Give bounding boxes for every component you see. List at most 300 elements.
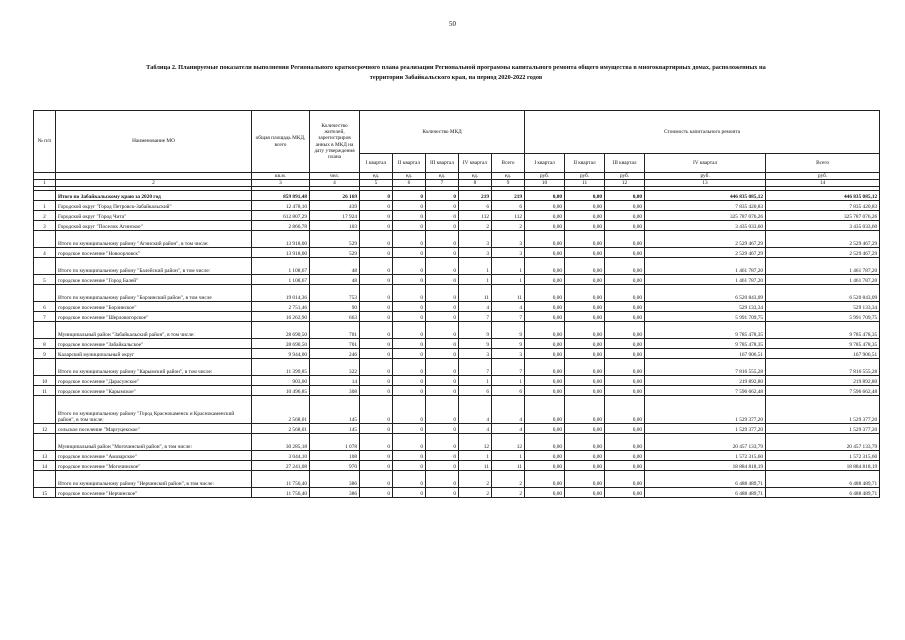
cell-c3: 0,00 <box>605 275 645 285</box>
cell-c1: 0,00 <box>525 211 565 221</box>
cell-m2: 0 <box>393 471 426 488</box>
cell-m3: 0 <box>426 322 459 339</box>
cell-area: 859 891,48 <box>252 191 310 201</box>
cell-m1: 0 <box>360 451 393 461</box>
cell-m4: 2 <box>459 221 492 231</box>
table-row <box>34 349 880 359</box>
cell-mt: 219 <box>492 191 525 201</box>
header-name: Наименование МО <box>56 111 252 173</box>
cell-num <box>34 322 56 339</box>
cell-area: 11 756,40 <box>252 471 310 488</box>
cell-c3: 0,00 <box>605 451 645 461</box>
cell-m3: 0 <box>426 434 459 451</box>
cell-res: 322 <box>310 359 360 376</box>
cell-res: 1 078 <box>310 434 360 451</box>
cell-m4: 1 <box>459 275 492 285</box>
cell-c1: 0,00 <box>525 201 565 211</box>
table-row <box>34 312 880 322</box>
cell-m1: 0 <box>360 248 393 258</box>
cell-c3: 0,00 <box>605 211 645 221</box>
cell-m3: 0 <box>426 231 459 248</box>
cell-m1: 0 <box>360 359 393 376</box>
cell-c3: 0,00 <box>605 434 645 451</box>
cell-m2: 0 <box>393 258 426 275</box>
table-row <box>34 201 880 211</box>
cell-res: 753 <box>310 285 360 302</box>
cell-m4: 112 <box>459 211 492 221</box>
cell-c4: 9 785 478,35 <box>645 339 766 349</box>
table-row <box>34 424 880 434</box>
cell-ct: 9 785 478,35 <box>766 322 880 339</box>
cell-c4: 167 906,51 <box>645 349 766 359</box>
cell-name: Городской округ "Город Петровск-Забайкальский" <box>56 201 252 211</box>
cell-res: 103 <box>310 221 360 231</box>
cell-m1: 0 <box>360 376 393 386</box>
cell-mt: 1 <box>492 275 525 285</box>
cell-area: 11 399,85 <box>252 359 310 376</box>
cell-m2: 0 <box>393 201 426 211</box>
cell-mt: 11 <box>492 285 525 302</box>
cell-mt: 3 <box>492 231 525 248</box>
cell-c1: 0,00 <box>525 322 565 339</box>
cell-num: 7 <box>34 312 56 322</box>
cell-area: 13 918,00 <box>252 231 310 248</box>
cell-m2: 0 <box>393 488 426 498</box>
cell-area: 28 690,50 <box>252 339 310 349</box>
cell-c2: 0,00 <box>565 258 605 275</box>
cell-m3: 0 <box>426 285 459 302</box>
cell-res: 48 <box>310 275 360 285</box>
cell-c3: 0,00 <box>605 285 645 302</box>
cell-c4: 20 457 133,79 <box>645 434 766 451</box>
cell-m3: 0 <box>426 451 459 461</box>
cell-m4: 1 <box>459 258 492 275</box>
cell-m2: 0 <box>393 349 426 359</box>
cell-c4: 3 435 033,60 <box>645 221 766 231</box>
cell-m2: 0 <box>393 248 426 258</box>
cell-num: 2 <box>34 211 56 221</box>
cell-c3: 0,00 <box>605 231 645 248</box>
cell-m1: 0 <box>360 488 393 498</box>
cell-m3: 0 <box>426 461 459 471</box>
cell-ct: 325 787 076,26 <box>766 211 880 221</box>
cell-c1: 0,00 <box>525 386 565 396</box>
cell-c1: 0,00 <box>525 349 565 359</box>
cell-m1: 0 <box>360 322 393 339</box>
cell-area: 11 756,40 <box>252 488 310 498</box>
cell-num: 8 <box>34 339 56 349</box>
cell-m1: 0 <box>360 339 393 349</box>
cell-m2: 0 <box>393 386 426 396</box>
cell-ct: 2 529 467,29 <box>766 231 880 248</box>
cell-c4: 6 520 843,09 <box>645 285 766 302</box>
cell-c1: 0,00 <box>525 258 565 275</box>
cell-res: 701 <box>310 339 360 349</box>
table-title-line: Таблица 2. Планируемые показатели выполнения Регионального краткосрочного плана реализации Региональной программы капитального ремонта общего имущества в многоквартирных домах, расположенных на <box>146 64 766 71</box>
subtotal-row <box>34 322 880 339</box>
cell-c1: 0,00 <box>525 359 565 376</box>
table-title-line: территории Забайкальского края, на период 2020-2022 годов <box>369 74 543 81</box>
cell-c2: 0,00 <box>565 424 605 434</box>
header-cost-q4: IV квартал <box>645 154 766 173</box>
cell-num <box>34 359 56 376</box>
cell-m3: 0 <box>426 424 459 434</box>
column-number: 2 <box>56 180 252 187</box>
cell-ct: 18 884 818,19 <box>766 461 880 471</box>
unit-cell: руб. <box>766 173 880 180</box>
cell-area: 2 568,01 <box>252 424 310 434</box>
cell-m1: 0 <box>360 461 393 471</box>
cell-num <box>34 471 56 488</box>
cell-c2: 0,00 <box>565 349 605 359</box>
cell-c3: 0,00 <box>605 322 645 339</box>
cell-res: 26 169 <box>310 191 360 201</box>
cell-name: городское поселение "Могочинское" <box>56 461 252 471</box>
capital-repair-table <box>33 110 880 498</box>
cell-c4: 529 133,34 <box>645 302 766 312</box>
cell-m4: 4 <box>459 302 492 312</box>
cell-m1: 0 <box>360 221 393 231</box>
cell-name: Итого по муниципальному району "Карымский район", в том числе: <box>56 359 252 376</box>
cell-name: сельское поселение "Маргуцекское" <box>56 424 252 434</box>
cell-res: 529 <box>310 248 360 258</box>
cell-name: Итого по муниципальному району "Нерчинский район", в том числе: <box>56 471 252 488</box>
cell-name: городское поселение "Борзинское" <box>56 302 252 312</box>
cell-area: 2 751,46 <box>252 302 310 312</box>
header-mkd-total: Всего <box>492 154 525 173</box>
cell-name: Городской округ "Поселок Агинское" <box>56 221 252 231</box>
cell-res: 663 <box>310 312 360 322</box>
header-cost-q2: II квартал <box>565 154 605 173</box>
cell-c4: 1 461 787,20 <box>645 275 766 285</box>
unit-cell: руб. <box>565 173 605 180</box>
column-number: 7 <box>426 180 459 187</box>
cell-c3: 0,00 <box>605 471 645 488</box>
cell-mt: 3 <box>492 248 525 258</box>
cell-c1: 0,00 <box>525 451 565 461</box>
header-cost-q3: III квартал <box>605 154 645 173</box>
cell-m2: 0 <box>393 461 426 471</box>
cell-num: 5 <box>34 275 56 285</box>
cell-mt: 11 <box>492 461 525 471</box>
cell-m4: 3 <box>459 248 492 258</box>
column-number: 13 <box>645 180 766 187</box>
cell-num: 12 <box>34 424 56 434</box>
cell-m1: 0 <box>360 302 393 312</box>
table-row <box>34 386 880 396</box>
subtotal-row <box>34 231 880 248</box>
cell-c4: 2 529 467,29 <box>645 231 766 248</box>
cell-c1: 0,00 <box>525 488 565 498</box>
cell-m3: 0 <box>426 275 459 285</box>
table-row <box>34 376 880 386</box>
subtotal-row <box>34 396 880 424</box>
column-numbers-row <box>34 180 880 187</box>
cell-m1: 0 <box>360 211 393 221</box>
cell-m4: 2 <box>459 471 492 488</box>
cell-c3: 0,00 <box>605 424 645 434</box>
header-residents: Количество жителей, зарегистриров анных в МКД на дату утверждения плана <box>310 111 360 173</box>
cell-area: 3 044,10 <box>252 451 310 461</box>
cell-c2: 0,00 <box>565 461 605 471</box>
cell-m1: 0 <box>360 258 393 275</box>
column-number: 14 <box>766 180 880 187</box>
cell-m3: 0 <box>426 349 459 359</box>
cell-m2: 0 <box>393 211 426 221</box>
cell-m3: 0 <box>426 312 459 322</box>
cell-ct: 3 435 033,60 <box>766 221 880 231</box>
cell-res: 701 <box>310 322 360 339</box>
cell-name: городское поселение "Город Балей" <box>56 275 252 285</box>
cell-area: 30 285,18 <box>252 434 310 451</box>
cell-area: 612 807,29 <box>252 211 310 221</box>
cell-res: 308 <box>310 386 360 396</box>
cell-name: городское поселение "Нерчинское" <box>56 488 252 498</box>
cell-m2: 0 <box>393 275 426 285</box>
cell-res: 246 <box>310 349 360 359</box>
cell-m1: 0 <box>360 424 393 434</box>
cell-m2: 0 <box>393 376 426 386</box>
cell-c4: 18 884 818,19 <box>645 461 766 471</box>
table-row <box>34 488 880 498</box>
cell-mt: 1 <box>492 258 525 275</box>
cell-num <box>34 231 56 248</box>
cell-area: 13 918,00 <box>252 248 310 258</box>
cell-c2: 0,00 <box>565 451 605 461</box>
cell-m3: 0 <box>426 339 459 349</box>
cell-m4: 2 <box>459 488 492 498</box>
cell-name: Городской округ "Город Чита" <box>56 211 252 221</box>
cell-c4: 325 787 076,26 <box>645 211 766 221</box>
cell-c2: 0,00 <box>565 359 605 376</box>
cell-num: 6 <box>34 302 56 312</box>
cell-mt: 7 <box>492 359 525 376</box>
cell-area: 10 496,85 <box>252 386 310 396</box>
cell-c4: 7 596 662,48 <box>645 386 766 396</box>
cell-name: городское поселение "Забайкальское" <box>56 339 252 349</box>
cell-num: 15 <box>34 488 56 498</box>
cell-m1: 0 <box>360 471 393 488</box>
subtotal-row <box>34 471 880 488</box>
cell-c1: 0,00 <box>525 461 565 471</box>
cell-num: 3 <box>34 221 56 231</box>
cell-name: Итого по муниципальному району "Агинский район", в том числе: <box>56 231 252 248</box>
cell-res: 14 <box>310 376 360 386</box>
cell-name: Итого по Забайкальскому краю за 2020 год <box>56 191 252 201</box>
cell-m2: 0 <box>393 451 426 461</box>
cell-c3: 0,00 <box>605 248 645 258</box>
cell-ct: 9 785 478,35 <box>766 339 880 349</box>
column-number: 4 <box>310 180 360 187</box>
cell-area: 903,00 <box>252 376 310 386</box>
cell-m3: 0 <box>426 396 459 424</box>
header-cost-q1: I квартал <box>525 154 565 173</box>
unit-cell: ед. <box>426 173 459 180</box>
column-number: 1 <box>34 180 56 187</box>
header-mkd-q1: I квартал <box>360 154 393 173</box>
cell-m2: 0 <box>393 191 426 201</box>
cell-c2: 0,00 <box>565 285 605 302</box>
cell-ct: 1 529 377,20 <box>766 396 880 424</box>
cell-ct: 2 529 467,29 <box>766 248 880 258</box>
cell-c2: 0,00 <box>565 434 605 451</box>
cell-res: 145 <box>310 424 360 434</box>
cell-m4: 1 <box>459 451 492 461</box>
table-row <box>34 451 880 461</box>
cell-m4: 9 <box>459 339 492 349</box>
cell-c1: 0,00 <box>525 285 565 302</box>
unit-cell <box>34 173 56 180</box>
cell-m1: 0 <box>360 201 393 211</box>
cell-res: 145 <box>310 396 360 424</box>
cell-c3: 0,00 <box>605 221 645 231</box>
column-number: 3 <box>252 180 310 187</box>
cell-mt: 6 <box>492 386 525 396</box>
cell-name: городское поселение "Новоорловск" <box>56 248 252 258</box>
cell-m3: 0 <box>426 191 459 201</box>
cell-c2: 0,00 <box>565 211 605 221</box>
cell-c3: 0,00 <box>605 376 645 386</box>
unit-cell <box>56 173 252 180</box>
cell-m4: 219 <box>459 191 492 201</box>
cell-c2: 0,00 <box>565 231 605 248</box>
cell-m1: 0 <box>360 231 393 248</box>
cell-ct: 1 529 377,20 <box>766 424 880 434</box>
cell-m4: 9 <box>459 322 492 339</box>
cell-c2: 0,00 <box>565 201 605 211</box>
cell-name: городское поселение "Дарасунское" <box>56 376 252 386</box>
header-mkd-q2: II квартал <box>393 154 426 173</box>
cell-c2: 0,00 <box>565 302 605 312</box>
cell-mt: 7 <box>492 312 525 322</box>
cell-num <box>34 285 56 302</box>
cell-num: 10 <box>34 376 56 386</box>
cell-m4: 7 <box>459 312 492 322</box>
header-mkd-q3: III квартал <box>426 154 459 173</box>
cell-name: городское поселение "Амазарское" <box>56 451 252 461</box>
cell-ct: 5 991 709,75 <box>766 312 880 322</box>
cell-m3: 0 <box>426 488 459 498</box>
cell-c3: 0,00 <box>605 191 645 201</box>
cell-m2: 0 <box>393 312 426 322</box>
cell-m1: 0 <box>360 396 393 424</box>
cell-area: 1 108,67 <box>252 275 310 285</box>
cell-name: Муниципальный район "Забайкальский район", в том числе: <box>56 322 252 339</box>
cell-m4: 11 <box>459 285 492 302</box>
cell-c4: 6 488 489,71 <box>645 471 766 488</box>
unit-cell: ед. <box>459 173 492 180</box>
cell-ct: 20 457 133,79 <box>766 434 880 451</box>
unit-cell: чел. <box>310 173 360 180</box>
cell-num: 13 <box>34 451 56 461</box>
cell-m3: 0 <box>426 211 459 221</box>
unit-cell: руб. <box>605 173 645 180</box>
cell-m2: 0 <box>393 339 426 349</box>
cell-m4: 6 <box>459 201 492 211</box>
cell-m2: 0 <box>393 396 426 424</box>
cell-ct: 1 461 787,20 <box>766 258 880 275</box>
cell-c2: 0,00 <box>565 191 605 201</box>
header-num: № п/п <box>34 111 56 173</box>
cell-res: 90 <box>310 302 360 312</box>
cell-m2: 0 <box>393 434 426 451</box>
cell-name: городское поселение "Карымское" <box>56 386 252 396</box>
cell-c1: 0,00 <box>525 312 565 322</box>
cell-m2: 0 <box>393 322 426 339</box>
cell-c2: 0,00 <box>565 312 605 322</box>
cell-c2: 0,00 <box>565 275 605 285</box>
cell-c2: 0,00 <box>565 488 605 498</box>
cell-num: 11 <box>34 386 56 396</box>
cell-area: 27 241,08 <box>252 461 310 471</box>
cell-c1: 0,00 <box>525 191 565 201</box>
cell-c4: 6 488 489,71 <box>645 488 766 498</box>
cell-mt: 2 <box>492 488 525 498</box>
table-row <box>34 461 880 471</box>
subtotal-row <box>34 191 880 201</box>
cell-c1: 0,00 <box>525 396 565 424</box>
cell-c4: 1 572 315,60 <box>645 451 766 461</box>
cell-c4: 1 529 377,20 <box>645 424 766 434</box>
cell-mt: 2 <box>492 471 525 488</box>
cell-res: 108 <box>310 451 360 461</box>
cell-c2: 0,00 <box>565 376 605 386</box>
cell-res: 529 <box>310 231 360 248</box>
unit-cell: руб. <box>525 173 565 180</box>
cell-name: Итого по муниципальному району "Город Краснокаменск и Краснокаменский район", в том числе: <box>56 396 252 424</box>
cell-c4: 1 529 377,20 <box>645 396 766 424</box>
cell-c2: 0,00 <box>565 396 605 424</box>
cell-c2: 0,00 <box>565 386 605 396</box>
cell-ct: 219 892,80 <box>766 376 880 386</box>
cell-m4: 4 <box>459 396 492 424</box>
cell-m1: 0 <box>360 312 393 322</box>
cell-num <box>34 191 56 201</box>
header-cost-group: Стоимость капитального ремонта <box>525 111 880 154</box>
column-number: 11 <box>565 180 605 187</box>
cell-m3: 0 <box>426 376 459 386</box>
cell-ct: 6 520 843,09 <box>766 285 880 302</box>
table-row <box>34 211 880 221</box>
unit-cell: ед. <box>393 173 426 180</box>
unit-cell: ед. <box>360 173 393 180</box>
cell-m2: 0 <box>393 285 426 302</box>
cell-c2: 0,00 <box>565 248 605 258</box>
cell-m3: 0 <box>426 302 459 312</box>
cell-res: 17 924 <box>310 211 360 221</box>
cell-m2: 0 <box>393 221 426 231</box>
cell-num: 9 <box>34 349 56 359</box>
cell-c3: 0,00 <box>605 461 645 471</box>
cell-m2: 0 <box>393 231 426 248</box>
cell-mt: 4 <box>492 396 525 424</box>
cell-c4: 9 785 478,35 <box>645 322 766 339</box>
cell-m3: 0 <box>426 221 459 231</box>
cell-c2: 0,00 <box>565 322 605 339</box>
cell-m4: 4 <box>459 424 492 434</box>
cell-ct: 1 461 787,20 <box>766 275 880 285</box>
cell-res: 48 <box>310 258 360 275</box>
unit-cell: кв.м. <box>252 173 310 180</box>
cell-mt: 3 <box>492 349 525 359</box>
table-title <box>36 63 876 83</box>
cell-c1: 0,00 <box>525 376 565 386</box>
header-area: общая площадь МКД, всего <box>252 111 310 173</box>
cell-c1: 0,00 <box>525 248 565 258</box>
cell-c3: 0,00 <box>605 312 645 322</box>
cell-m1: 0 <box>360 285 393 302</box>
cell-m3: 0 <box>426 471 459 488</box>
